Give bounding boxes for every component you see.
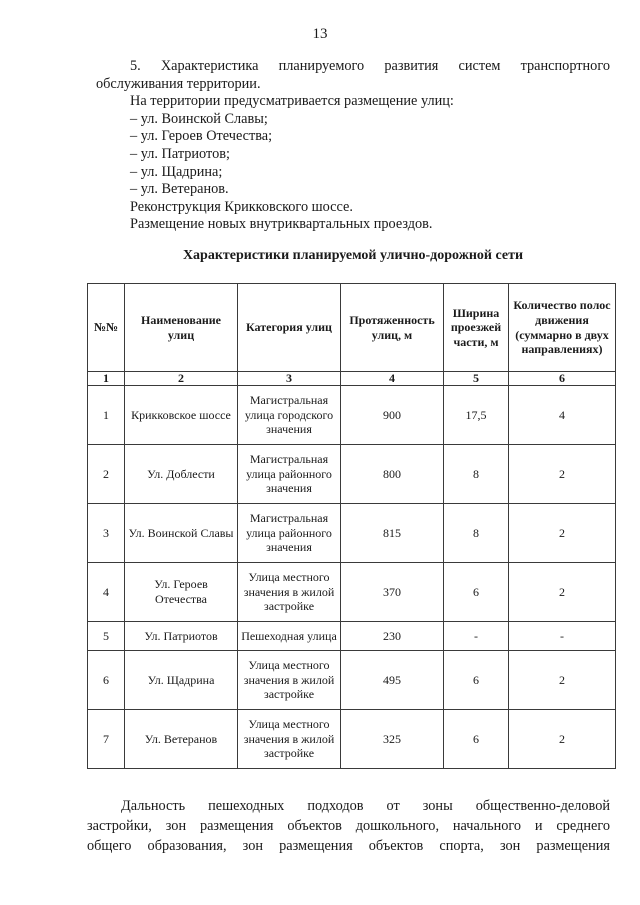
- table-row: [88, 504, 616, 563]
- roadway-width: 6: [444, 651, 509, 710]
- row-number: 3: [88, 504, 125, 563]
- street-name: Ул. Ветеранов: [125, 710, 238, 769]
- street-length: 325: [341, 710, 444, 769]
- street-name: Ул. Доблести: [125, 445, 238, 504]
- street-length: 495: [341, 651, 444, 710]
- roadway-width: 8: [444, 504, 509, 563]
- section-heading-line-2: обслуживания территории.: [96, 75, 261, 92]
- lane-count: 2: [509, 710, 616, 769]
- closing-line-3: общего образования, зон размещения объектов спорта, зон размещения: [87, 838, 610, 854]
- table-row: [88, 651, 616, 710]
- roadway-width: 6: [444, 710, 509, 769]
- lane-count: 2: [509, 445, 616, 504]
- roadway-width: 6: [444, 563, 509, 622]
- street-list-item: – ул. Патриотов;: [130, 145, 230, 162]
- street-list-item: – ул. Щадрина;: [130, 163, 223, 180]
- row-number: 5: [88, 622, 125, 651]
- roadway-width: 8: [444, 445, 509, 504]
- street-category: Улица местного значения в жилой застройке: [238, 651, 341, 710]
- table-row: [88, 622, 616, 651]
- lane-count: 2: [509, 563, 616, 622]
- lane-count: -: [509, 622, 616, 651]
- street-name: Ул. Воинской Славы: [125, 504, 238, 563]
- column-number: 6: [509, 372, 616, 386]
- table-row: [88, 563, 616, 622]
- row-number: 7: [88, 710, 125, 769]
- street-list-item: – ул. Воинской Славы;: [130, 110, 268, 127]
- street-category: Магистральная улица районного значения: [238, 445, 341, 504]
- header-length: Протяженность улиц, м: [341, 284, 444, 372]
- reconstruction-text: Реконструкция Крикковского шоссе.: [130, 198, 353, 215]
- column-number: 5: [444, 372, 509, 386]
- street-length: 370: [341, 563, 444, 622]
- street-category: Улица местного значения в жилой застройке: [238, 710, 341, 769]
- closing-line-2: застройки, зон размещения объектов дошкольного, начального и среднего: [87, 818, 610, 834]
- row-number: 2: [88, 445, 125, 504]
- header-lanes: Количество полос движения (суммарно в двух направлениях): [509, 284, 616, 372]
- column-number: 4: [341, 372, 444, 386]
- intro-lead: На территории предусматривается размещение улиц:: [130, 93, 454, 110]
- street-category: Магистральная улица районного значения: [238, 504, 341, 563]
- closing-line-1: Дальность пешеходных подходов от зоны общественно-деловой: [121, 798, 610, 814]
- column-number-row: [88, 372, 616, 386]
- page-number: 13: [312, 26, 328, 42]
- roadway-width: 17,5: [444, 386, 509, 445]
- street-category: Пешеходная улица: [238, 622, 341, 651]
- table-header-row: [88, 284, 616, 372]
- street-list-item: – ул. Ветеранов.: [130, 181, 229, 198]
- table-title: Характеристики планируемой улично-дорожной сети: [182, 248, 524, 263]
- street-length: 815: [341, 504, 444, 563]
- new-passages-text: Размещение новых внутриквартальных проездов.: [130, 216, 433, 233]
- street-name: Ул. Патриотов: [125, 622, 238, 651]
- street-network-table: [87, 283, 616, 769]
- column-number: 3: [238, 372, 341, 386]
- roadway-width: -: [444, 622, 509, 651]
- table-row: [88, 386, 616, 445]
- header-category: Категория улиц: [238, 284, 341, 372]
- street-name: Крикковское шоссе: [125, 386, 238, 445]
- header-width: Ширина проезжей части, м: [444, 284, 509, 372]
- street-name: Ул. Щадрина: [125, 651, 238, 710]
- lane-count: 2: [509, 504, 616, 563]
- section-intro: [96, 58, 610, 234]
- header-number: №№: [88, 284, 125, 372]
- lane-count: 2: [509, 651, 616, 710]
- column-number: 1: [88, 372, 125, 386]
- table-row: [88, 445, 616, 504]
- street-category: Магистральная улица городского значения: [238, 386, 341, 445]
- street-list-item: – ул. Героев Отечества;: [130, 128, 273, 145]
- row-number: 4: [88, 563, 125, 622]
- row-number: 6: [88, 651, 125, 710]
- section-heading-line-1: 5. Характеристика планируемого развития систем транспортного: [130, 58, 610, 74]
- table-row: [88, 710, 616, 769]
- street-category: Улица местного значения в жилой застройке: [238, 563, 341, 622]
- column-number: 2: [125, 372, 238, 386]
- street-name: Ул. Героев Отечества: [125, 563, 238, 622]
- street-length: 800: [341, 445, 444, 504]
- row-number: 1: [88, 386, 125, 445]
- lane-count: 4: [509, 386, 616, 445]
- header-street-name: Наименование улиц: [125, 284, 238, 372]
- closing-paragraph: [87, 796, 610, 856]
- street-length: 230: [341, 622, 444, 651]
- street-length: 900: [341, 386, 444, 445]
